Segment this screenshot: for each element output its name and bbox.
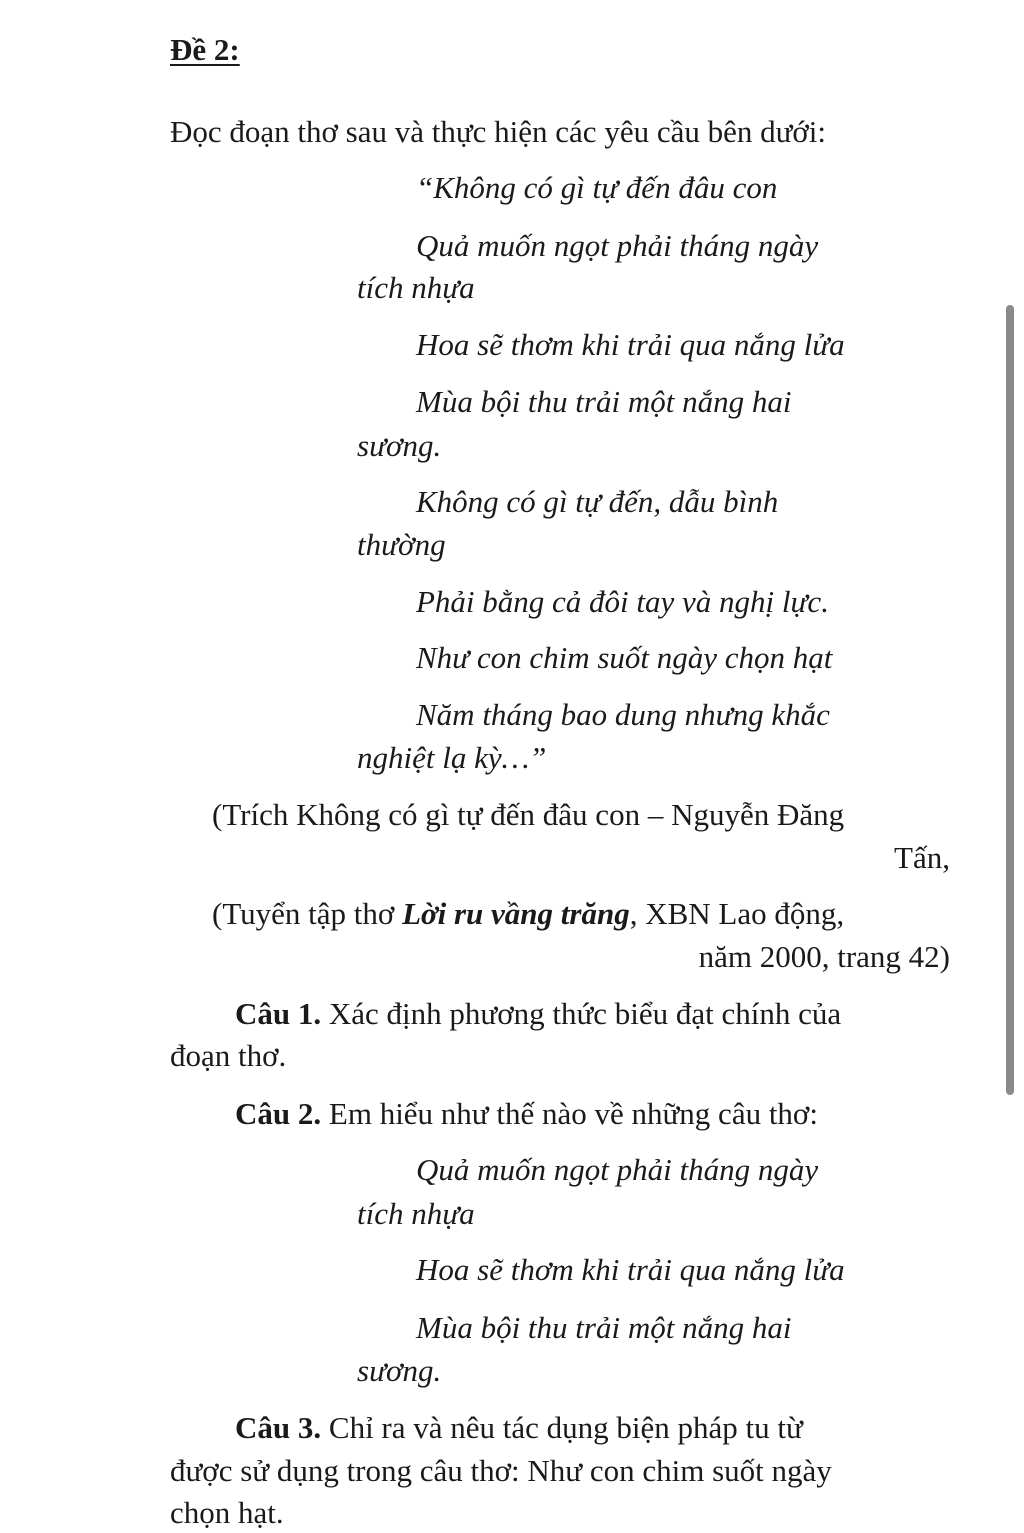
question-1 — [235, 994, 841, 1034]
question-2 — [235, 1094, 818, 1134]
poem-line: Quả muốn ngọt phải tháng ngày — [416, 228, 819, 263]
poem-line: Như con chim suốt ngày chọn hạt — [416, 640, 833, 675]
scrollbar[interactable] — [1006, 305, 1014, 1095]
question-3-cont: chọn hạt. — [170, 1495, 284, 1530]
question-label: Câu 2. — [235, 1096, 322, 1131]
source-line: Tấn, — [894, 840, 950, 875]
question-label: Câu 3. — [235, 1410, 322, 1445]
source-line: (Trích Không có gì tự đến đâu con – Nguyễn Đăng — [212, 797, 845, 832]
source-line: năm 2000, trang 42) — [698, 939, 950, 974]
question-1-cont: đoạn thơ. — [170, 1038, 287, 1073]
source-line — [212, 894, 844, 934]
poem-line: Phải bằng cả đôi tay và nghị lực. — [416, 584, 829, 619]
quoted-poem-line: Mùa bội thu trải một nắng hai — [416, 1310, 792, 1345]
question-text: Chỉ ra và nêu tác dụng biện pháp tu từ — [321, 1410, 803, 1445]
quoted-poem-line: sương. — [357, 1353, 442, 1388]
question-3 — [235, 1408, 803, 1448]
poem-line: Hoa sẽ thơm khi trải qua nắng lửa — [416, 327, 845, 362]
instruction: Đọc đoạn thơ sau và thực hiện các yêu cầu bên dưới: — [170, 114, 827, 149]
question-text: Xác định phương thức biểu đạt chính của — [321, 996, 842, 1031]
quoted-poem-line: Quả muốn ngọt phải tháng ngày — [416, 1152, 819, 1187]
poem-line: “Không có gì tự đến đâu con — [416, 170, 778, 205]
quoted-poem-line: Hoa sẽ thơm khi trải qua nắng lửa — [416, 1252, 845, 1287]
question-text: Em hiểu như thế nào về những câu thơ: — [321, 1096, 818, 1131]
source-suffix: , XBN Lao động, — [629, 896, 845, 931]
poem-line: nghiệt lạ kỳ…” — [357, 740, 547, 775]
question-3-cont: được sử dụng trong câu thơ: Như con chim suốt ngày — [170, 1453, 832, 1488]
poem-line: Năm tháng bao dung nhưng khắc — [416, 697, 830, 732]
poem-line: thường — [357, 527, 446, 562]
poem-line: Mùa bội thu trải một nắng hai — [416, 384, 792, 419]
question-label: Câu 1. — [235, 996, 322, 1031]
heading: Đề 2: — [170, 32, 240, 67]
quoted-poem-line: tích nhựa — [357, 1196, 475, 1231]
poem-line: sương. — [357, 428, 442, 463]
poem-line: tích nhựa — [357, 270, 475, 305]
anthology-title: Lời ru vầng trăng — [402, 896, 630, 931]
source-prefix: (Tuyển tập thơ — [212, 896, 403, 931]
poem-line: Không có gì tự đến, dẫu bình — [416, 484, 779, 519]
